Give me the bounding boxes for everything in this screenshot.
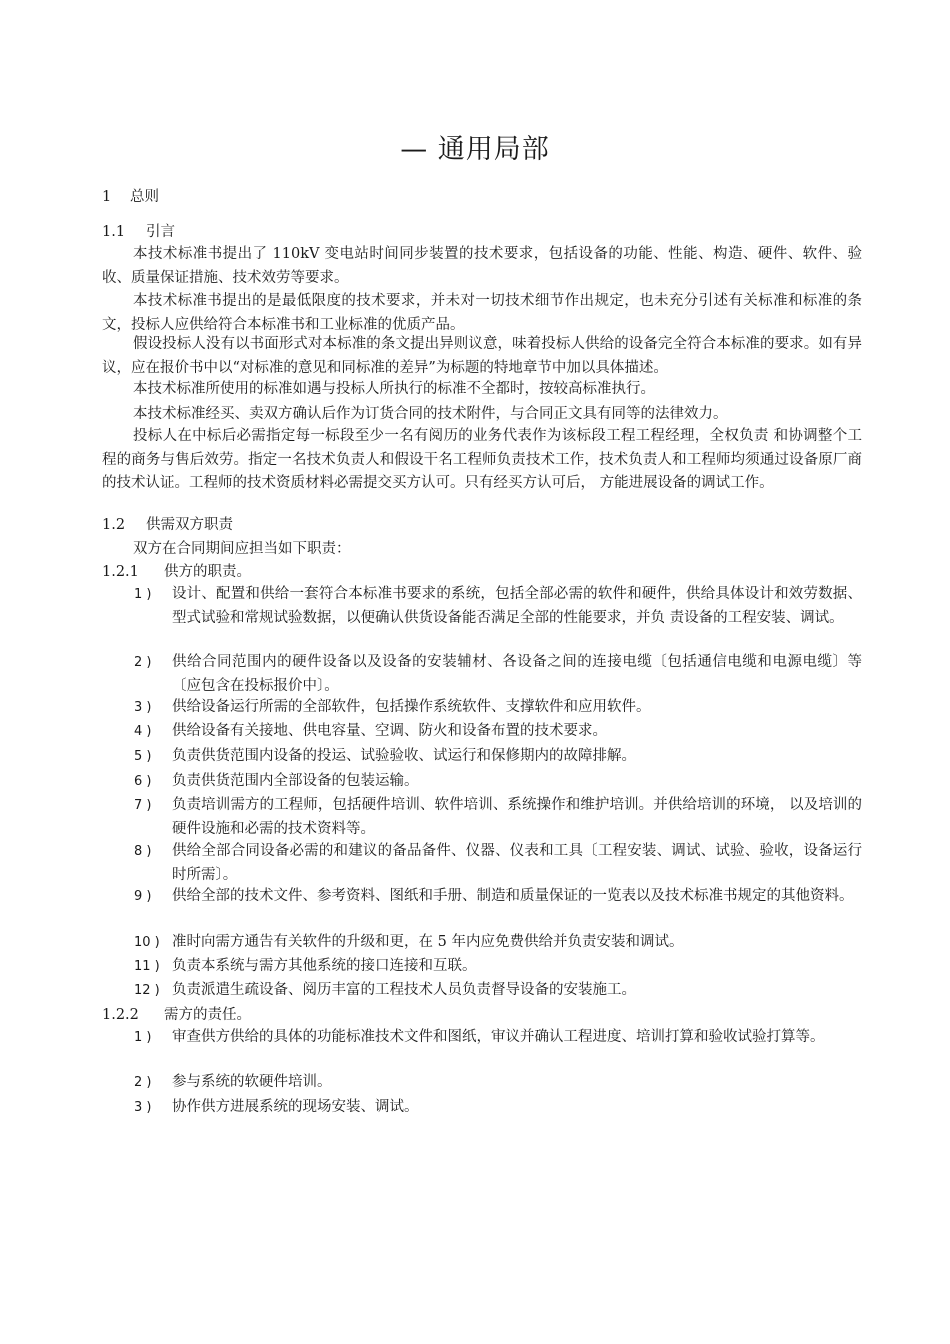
section-number: 1.1 [102, 224, 126, 240]
intro-paragraph: 本技术标准经买、卖双方确认后作为订货合同的技术附件，与合同正文具有同等的法律效力。 [133, 406, 728, 422]
intro-paragraph: 本技术标准书提出的是最低限度的技术要求，并未对一切技术细节作出规定，也未充分引述有关标准和标准的条文，投标人应供给符合本标准书和工业标准的优质产品。 [102, 293, 862, 333]
list-item [134, 931, 862, 955]
item-number: 3 ) [134, 700, 152, 715]
item-text: 负责派遣生疏设备、阅历丰富的工程技术人员负责督导设备的安装施工。 [172, 982, 636, 998]
item-text: 供给设备有关接地、供电容量、空调、防火和设备布置的技术要求。 [172, 723, 607, 739]
list-item [134, 770, 862, 794]
section-number: 1.2.2 [102, 1007, 139, 1023]
item-text: 负责本系统与需方其他系统的接口连接和互联。 [172, 958, 477, 974]
intro-paragraph: 投标人在中标后必需指定每一标段至少一名有阅历的业务代表作为该标段工程工程经理，全权负责 和协调整个工程的商务与售后效劳。指定一名技术负责人和假设干名工程师负责技术工作，技术负责人和工程师均须通过设备原厂商的技术认证。工程师的技术资质材料必需提交买方认可。只有经买方认可后， 方能进展设备的调试工作。 [102, 428, 862, 491]
section-1-2-heading [102, 514, 233, 536]
item-number: 1 ) [134, 1030, 152, 1045]
section-1-2-1-heading [102, 561, 251, 583]
item-number: 5 ) [134, 749, 152, 764]
item-number: 3 ) [134, 1100, 152, 1115]
page-title: — 通用局部 [400, 134, 550, 165]
section-label: 引言 [146, 224, 175, 240]
item-text: 负责供货范围内全部设备的包装运输。 [172, 773, 419, 789]
item-text: 协作供方进展系统的现场安装、调试。 [172, 1099, 419, 1115]
section-number: 1.2 [102, 517, 126, 533]
intro-paragraph: 本技术标准书提出了 110kV 变电站时间同步装置的技术要求，包括设备的功能、性能、构造、硬件、软件、验收、质量保证措施、技术效劳等要求。 [102, 246, 862, 286]
section-number: 1.2.1 [102, 564, 139, 580]
item-number: 12 ) [134, 983, 160, 998]
duties-intro: 双方在合同期间应担当如下职责： [133, 541, 351, 557]
list-item [134, 583, 862, 630]
section-label: 需方的责任。 [164, 1007, 251, 1023]
item-number: 7 ) [134, 798, 152, 813]
list-item [134, 1026, 862, 1050]
item-text: 审查供方供给的具体的功能标准技术文件和图纸，审议并确认工程进度、培训打算和验收试验打算等。 [172, 1029, 825, 1045]
intro-paragraph: 假设投标人没有以书面形式对本标准的条文提出异则议意，味着投标人供给的设备完全符合本标准的要求。如有异议，应在报价书中以“对标准的意见和同标准的差异”为标题的特地章节中加以具体描述。 [102, 336, 862, 376]
item-text: 供给设备运行所需的全部软件，包括操作系统软件、支撑软件和应用软件。 [172, 699, 651, 715]
list-item [134, 745, 862, 769]
list-item [134, 955, 862, 979]
item-number: 8 ) [134, 844, 152, 859]
section-1-2-2-heading [102, 1004, 251, 1026]
list-item [134, 885, 862, 909]
section-1-heading [102, 186, 159, 208]
list-item [134, 794, 862, 841]
list-item [134, 840, 862, 887]
section-label: 供需双方职责 [146, 517, 233, 533]
item-text: 供给全部的技术文件、参考资料、图纸和手册、制造和质量保证的一览表以及技术标准书规定的其他资料。 [172, 888, 854, 904]
item-text: 供给合同范围内的硬件设备以及设备的安装辅材、各设备之间的连接电缆〔包括通信电缆和电源电缆〕等〔应包含在投标报价中〕。 [172, 654, 862, 694]
item-text: 参与系统的软硬件培训。 [172, 1074, 332, 1090]
section-1-1-heading [102, 221, 175, 243]
item-text: 供给全部合同设备必需的和建议的备品备件、仪器、仪表和工具〔工程安装、调试、试验、验收，设备运行时所需〕。 [172, 843, 862, 883]
item-number: 6 ) [134, 774, 152, 789]
list-item [134, 1096, 862, 1120]
item-number: 11 ) [134, 959, 160, 974]
item-number: 4 ) [134, 724, 152, 739]
item-number: 10 ) [134, 935, 160, 950]
section-label: 供方的职责。 [164, 564, 251, 580]
section-number: 1 [102, 189, 112, 205]
list-item [134, 651, 862, 698]
item-text: 准时向需方通告有关软件的升级和更，在 5 年内应免费供给并负责安装和调试。 [172, 934, 684, 950]
item-number: 2 ) [134, 655, 152, 670]
item-number: 2 ) [134, 1075, 152, 1090]
list-item [134, 696, 862, 720]
list-item [134, 979, 862, 1003]
item-text: 负责培训需方的工程师，包括硬件培训、软件培训、系统操作和维护培训。并供给培训的环境， 以及培训的硬件设施和必需的技术资料等。 [172, 797, 862, 837]
list-item [134, 1071, 862, 1095]
item-text: 负责供货范围内设备的投运、试验验收、试运行和保修期内的故障排解。 [172, 748, 636, 764]
item-text: 设计、配置和供给一套符合本标准书要求的系统，包括全部必需的软件和硬件，供给具体设计和效劳数据、型式试验和常规试验数据，以便确认供货设备能否满足全部的性能要求，并负 责设备的工程安装、调试。 [172, 586, 862, 626]
intro-paragraph: 本技术标准所使用的标准如遇与投标人所执行的标准不全都时，按较高标准执行。 [133, 381, 655, 397]
item-number: 1 ) [134, 587, 152, 602]
list-item [134, 720, 862, 744]
section-label: 总则 [130, 189, 159, 205]
item-number: 9 ) [134, 889, 152, 904]
